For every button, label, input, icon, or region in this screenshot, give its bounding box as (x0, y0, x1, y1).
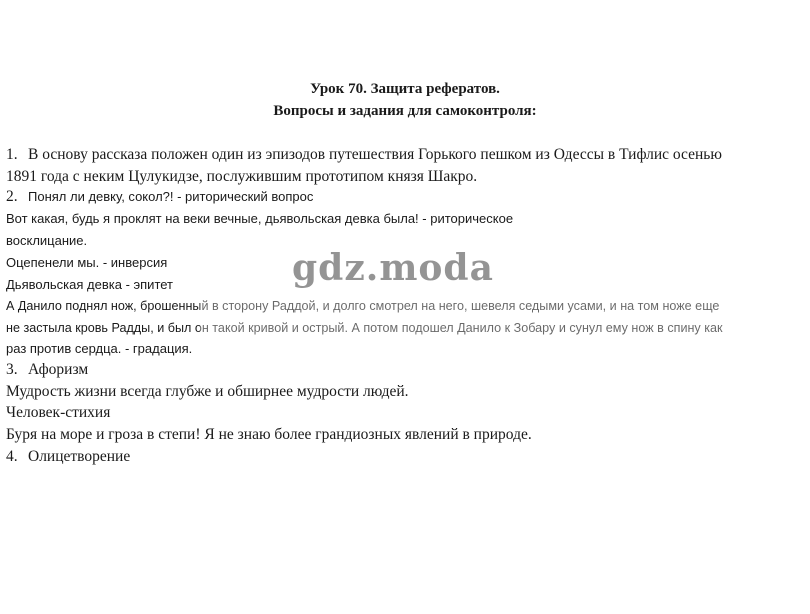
answer-2-line-6: А Данило поднял нож, брошенный в сторону Раддой, и долго смотрел на него, шевеля седыми усами, и на том ноже еще (6, 299, 720, 313)
answer-2-line-1 (6, 188, 313, 206)
watermark-logo: gdz.moda (292, 247, 494, 289)
answer-3-number: 3. (6, 361, 18, 378)
answer-2-line-8: раз против сердца. - градация. (6, 341, 193, 356)
answer-2-number: 2. (6, 188, 18, 205)
answer-2-line-5: Дьявольская девка - эпитет (6, 277, 174, 292)
answer-1-line-2: 1891 года с неким Цулукидзе, послужившим прототипом князя Шакро. (6, 168, 478, 185)
lesson-subtitle: Вопросы и задания для самоконтроля: (273, 103, 537, 119)
answer-3-line-3: Человек-стихия (6, 404, 111, 421)
answer-2-line-4: Оцепенели мы. - инверсия (6, 255, 168, 270)
answer-1-line-1 (6, 145, 722, 165)
answer-2-text-1: Понял ли девку, сокол?! - риторический вопрос (28, 189, 314, 204)
answer-3-line-4: Буря на море и гроза в степи! Я не знаю более грандиозных явлений в природе. (6, 426, 532, 443)
answer-2-line-2: Вот какая, будь я проклят на веки вечные, дьявольская девка была! - риторическое (6, 211, 514, 226)
answer-1-text-1: В основу рассказа положен один из эпизодов путешествия Горького пешком из Одессы в Тифлис осенью (28, 146, 722, 163)
answer-3-line-2: Мудрость жизни всегда глубже и обширнее мудрости людей. (6, 383, 409, 400)
answer-3-line-1 (6, 360, 88, 380)
answer-4-label: Олицетворение (28, 448, 131, 465)
answer-2-line-3: восклицание. (6, 233, 88, 248)
lesson-title: Урок 70. Защита рефератов. (310, 81, 500, 97)
answer-4-number: 4. (6, 448, 18, 465)
answer-1-number: 1. (6, 146, 18, 163)
answer-2-line-7: не застыла кровь Радды, и был он такой кривой и острый. А потом подошел Данило к Зобару и сунул ему нож в спину как (6, 321, 723, 335)
answer-4-line-1 (6, 447, 130, 467)
answer-3-label: Афоризм (28, 361, 89, 378)
